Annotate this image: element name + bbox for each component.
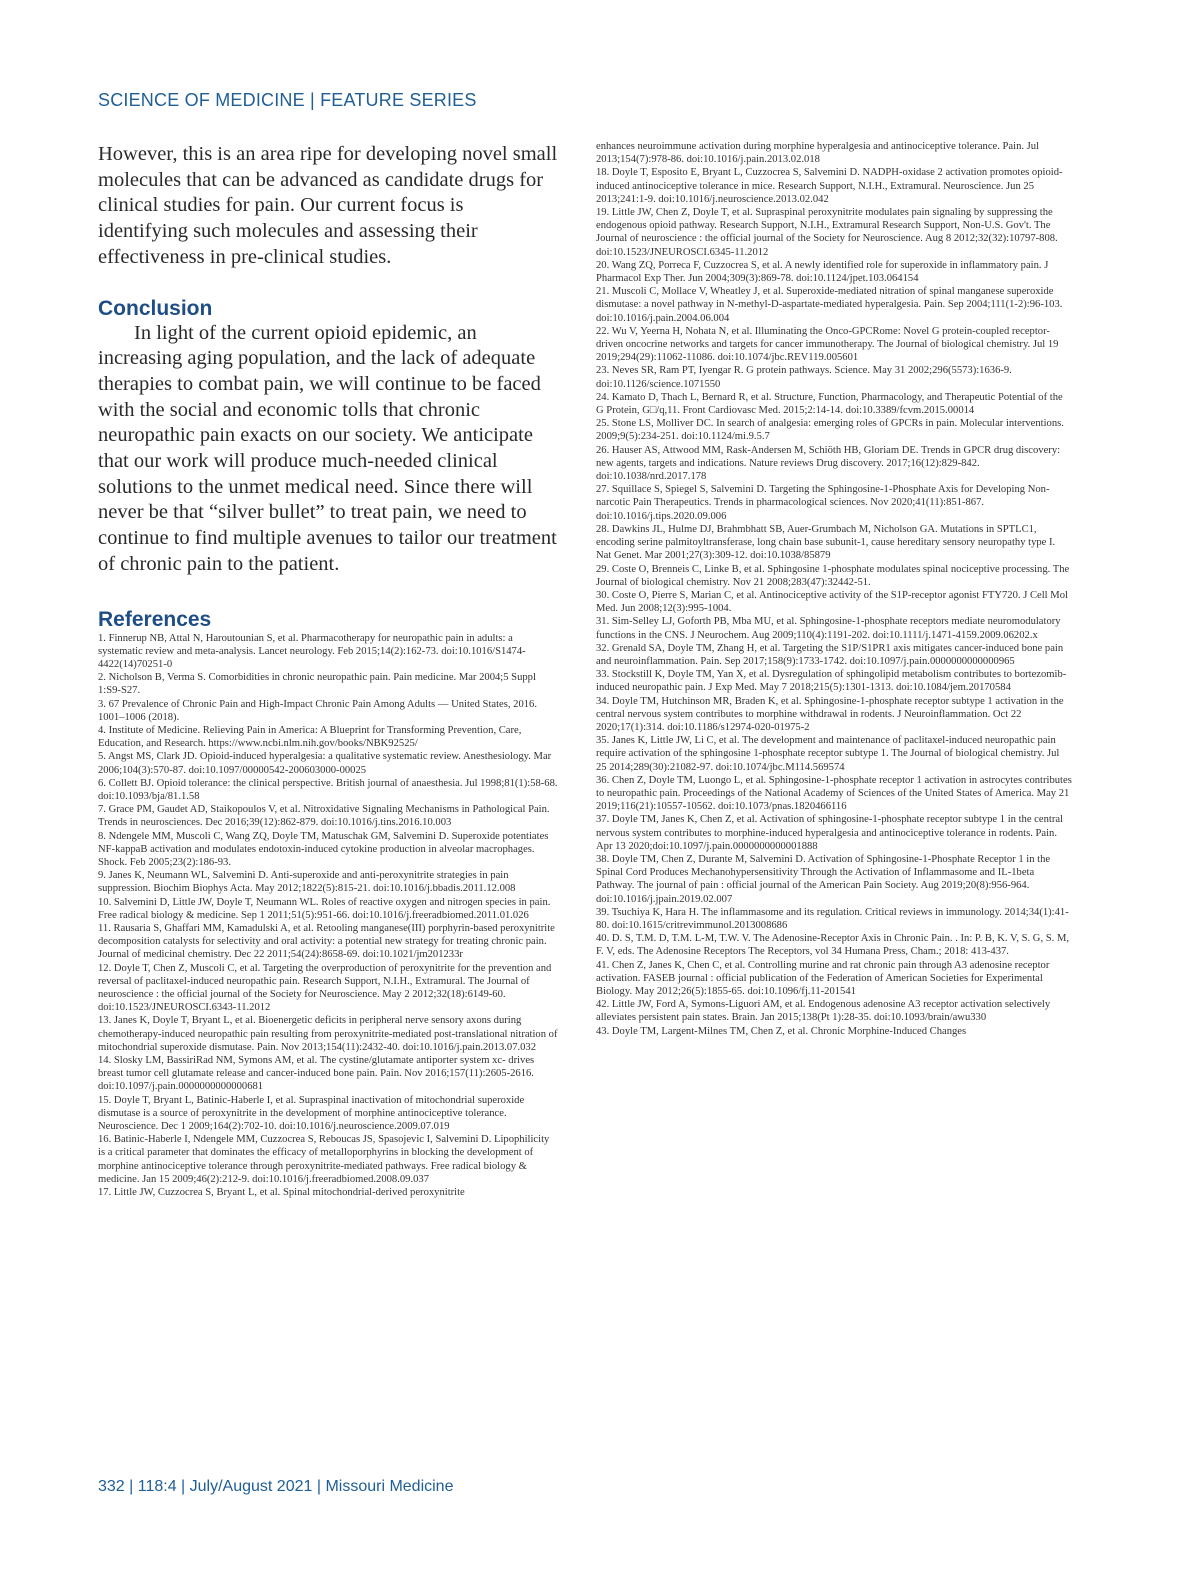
right-column	[596, 140, 1072, 1038]
reference-item: 43. Doyle TM, Largent-Milnes TM, Chen Z, et al. Chronic Morphine-Induced Changes	[596, 1025, 967, 1037]
intro-paragraph: However, this is an area ripe for developing novel small molecules that can be advanced as candidate drugs for clinical studies for pain. Our current focus is identifying such molecules and assessing their effectiveness in pre-clinical studies.	[98, 143, 558, 268]
reference-item: 7. Grace PM, Gaudet AD, Staikopoulos V, et al. Nitroxidative Signaling Mechanisms in Pathological Pain. Trends in neurosciences. Dec 2016;39(12):862-879. doi:10.1016/j.tins.2016.10.003	[98, 804, 550, 829]
reference-item: 35. Janes K, Little JW, Li C, et al. The development and maintenance of paclitaxel-induced neuropathic pain require activation of the sphingosine 1-phosphate receptor subtype 1. The Journal of biological chemistry. Jul 25 2014;289(30):21082-97. doi:10.1074/jbc.M114.569574	[596, 735, 1060, 773]
reference-item: 13. Janes K, Doyle T, Bryant L, et al. Bioenergetic deficits in peripheral nerve sensory axons during chemotherapy-induced neuropathic pain resulting from peroxynitrite-mediated post-translational nitration of mitochondrial superoxide dismutase. Pain. Nov 2013;154(11):2432-40. doi:10.1016/j.pain.2013.07.032	[98, 1015, 558, 1053]
reference-item: 39. Tsuchiya K, Hara H. The inflammasome and its regulation. Critical reviews in immunology. 2014;34(1):41-80. doi:10.1615/critrevimmunol.2013008686	[596, 906, 1069, 931]
reference-item: 32. Grenald SA, Doyle TM, Zhang H, et al. Targeting the S1P/S1PR1 axis mitigates cancer-induced bone pain and neuroinflammation. Pain. Sep 2017;158(9):1733-1742. doi:10.1097/j.pain.0000000000000965	[596, 642, 1064, 667]
reference-item: 12. Doyle T, Chen Z, Muscoli C, et al. Targeting the overproduction of peroxynitrite for the prevention and reversal of paclitaxel-induced neuropathic pain. Research Support, N.I.H., Extramural. The Journal of neuroscience : the official journal of the Society for Neuroscience. May 2 2012;32(18):6149-60. doi:10.1523/JNEUROSCI.6343-11.2012	[98, 962, 552, 1014]
reference-item: 18. Doyle T, Esposito E, Bryant L, Cuzzocrea S, Salvemini D. NADPH-oxidase 2 activation promotes opioid-induced antinociceptive tolerance in mice. Research Support, N.I.H., Extramural. Neuroscience. Jun 25 2013;241:1-9. doi:10.1016/j.neuroscience.2013.02.042	[596, 167, 1063, 205]
left-column	[98, 142, 558, 1199]
reference-item: 29. Coste O, Brenneis C, Linke B, et al. Sphingosine 1-phosphate modulates spinal nociceptive processing. The Journal of biological chemistry. Nov 21 2008;283(47):32442-51.	[596, 563, 1070, 588]
reference-item: 6. Collett BJ. Opioid tolerance: the clinical perspective. British journal of anaesthesia. Jul 1998;81(1):58-68. doi:10.1093/bja/81.1.58	[98, 777, 558, 802]
reference-item: 33. Stockstill K, Doyle TM, Yan X, et al. Dysregulation of sphingolipid metabolism contributes to bortezomib-induced neuropathic pain. J Exp Med. May 7 2018;215(5):1301-1313. doi:10.1084/jem.20170584	[596, 669, 1067, 694]
reference-item: 28. Dawkins JL, Hulme DJ, Brahmbhatt SB, Auer-Grumbach M, Nicholson GA. Mutations in SPTLC1, encoding serine palmitoyltransferase, long chain base subunit-1, cause hereditary sensory neuropathy type I. Nat Genet. Mar 2001;27(3):309-12. doi:10.1038/85879	[596, 523, 1056, 562]
running-head: SCIENCE OF MEDICINE | FEATURE SERIES	[98, 90, 477, 110]
reference-item: 4. Institute of Medicine. Relieving Pain in America: A Blueprint for Transforming Prevention, Care, Education, and Research. https://www.ncbi.nlm.nih.gov/books/NBK92525/	[98, 724, 522, 750]
page-footer: 332 | 118:4 | July/August 2021 | Missouri Medicine	[98, 1478, 454, 1495]
reference-item: 15. Doyle T, Bryant L, Batinic-Haberle I, et al. Supraspinal inactivation of mitochondrial superoxide dismutase is a source of peroxynitrite in the development of morphine antinociceptive tolerance. Neuroscience. Dec 1 2009;164(2):702-10. doi:10.1016/j.neuroscience.2009.07.019	[98, 1094, 525, 1133]
reference-item: 31. Sim-Selley LJ, Goforth PB, Mba MU, et al. Sphingosine-1-phosphate receptors mediate neuromodulatory functions in the CNS. J Neurochem. Aug 2009;110(4):1191-202. doi:10.1111/j.1471-4159.2009.06202.x	[596, 616, 1061, 641]
conclusion-heading: Conclusion	[98, 296, 213, 320]
reference-list-left	[98, 632, 558, 1200]
reference-item: 36. Chen Z, Doyle TM, Luongo L, et al. Sphingosine-1-phosphate receptor 1 activation in astrocytes contributes to neuropathic pain. Proceedings of the National Academy of Sciences of the United States of America. May 21 2019;116(21):10557-10562. doi:10.1073/pnas.1820466116	[596, 774, 1072, 813]
reference-item: 25. Stone LS, Molliver DC. In search of analgesia: emerging roles of GPCRs in pain. Molecular interventions. 2009;9(5):234-251. doi:10.1124/mi.9.5.7	[596, 418, 1064, 443]
reference-item: 34. Doyle TM, Hutchinson MR, Braden K, et al. Sphingosine-1-phosphate receptor subtype 1 activation in the central nervous system contributes to morphine withdrawal in rodents. J Neuroinflammation. Oct 22 2020;17(1):314. doi:10.1186/s12974-020-01975-2	[596, 695, 1064, 733]
reference-item: 17. Little JW, Cuzzocrea S, Bryant L, et al. Spinal mitochondrial-derived peroxynitrite	[98, 1187, 465, 1199]
reference-item: 27. Squillace S, Spiegel S, Salvemini D. Targeting the Sphingosine-1-Phosphate Axis for Developing Non-narcotic Pain Therapeutics. Trends in pharmacological sciences. Nov 2020;41(11):851-867. doi:10.1016/j.tips.2020.09.006	[596, 484, 1050, 522]
references-heading: References	[98, 607, 212, 631]
reference-item: 42. Little JW, Ford A, Symons-Liguori AM, et al. Endogenous adenosine A3 receptor activation selectively alleviates persistent pain states. Brain. Jan 2015;138(Pt 1):28-35. doi:10.1093/brain/awu330	[596, 999, 1051, 1024]
reference-item: 26. Hauser AS, Attwood MM, Rask-Andersen M, Schiöth HB, Gloriam DE. Trends in GPCR drug discovery: new agents, targets and indications. Nature reviews Drug discovery. 2017;16(12):829-842. doi:10.1038/nrd.2017.178	[596, 444, 1061, 483]
reference-item: 2. Nicholson B, Verma S. Comorbidities in chronic neuropathic pain. Pain medicine. Mar 2004;5 Suppl 1:S9-S27.	[98, 672, 536, 697]
reference-item: enhances neuroimmune activation during morphine hyperalgesia and antinociceptive tolerance. Pain. Jul 2013;154(7):978-86. doi:10.1016/j.pain.2013.02.018	[596, 141, 1040, 166]
reference-item: 10. Salvemini D, Little JW, Doyle T, Neumann WL. Roles of reactive oxygen and nitrogen species in pain. Free radical biology & medicine. Sep 1 2011;51(5):951-66. doi:10.1016/j.freeradbiomed.2011.01.026	[98, 896, 551, 921]
reference-item: 21. Muscoli C, Mollace V, Wheatley J, et al. Superoxide-mediated nitration of spinal manganese superoxide dismutase: a novel pathway in N-methyl-D-aspartate-mediated hyperalgesia. Pain. Sep 2004;111(1-2):96-103. doi:10.1016/j.pain.2004.06.004	[596, 286, 1063, 324]
reference-item: 22. Wu V, Yeerna H, Nohata N, et al. Illuminating the Onco-GPCRome: Novel G protein-coupled receptor-driven oncocrine networks and targets for cancer immunotherapy. The Journal of biological chemistry. Jul 19 2019;294(29):11062-11086. doi:10.1074/jbc.REV119.005601	[596, 325, 1059, 364]
reference-item: 20. Wang ZQ, Porreca F, Cuzzocrea S, et al. A newly identified role for superoxide in inflammatory pain. J Pharmacol Exp Ther. Jun 2004;309(3):869-78. doi:10.1124/jpet.103.064154	[596, 259, 1049, 285]
reference-item: 3. 67 Prevalence of Chronic Pain and High-Impact Chronic Pain Among Adults — United States, 2016. 1001–1006 (2018).	[98, 698, 537, 723]
reference-item: 1. Finnerup NB, Attal N, Haroutounian S, et al. Pharmacotherapy for neuropathic pain in adults: a systematic review and meta-analysis. Lancet neurology. Feb 2015;14(2):162-73. doi:10.1016/S1474-4422(14)70251-0	[98, 632, 526, 670]
reference-item: 9. Janes K, Neumann WL, Salvemini D. Anti-superoxide and anti-peroxynitrite strategies in pain suppression. Biochim Biophys Acta. May 2012;1822(5):815-21. doi:10.1016/j.bbadis.2011.12.008	[98, 870, 516, 895]
reference-item: 38. Doyle TM, Chen Z, Durante M, Salvemini D. Activation of Sphingosine-1-Phosphate Receptor 1 in the Spinal Cord Produces Mechanohypersensitivity Through the Activation of Inflammasome and IL-1beta Pathway. The journal of pain : official journal of the American Pain Society. Aug 2019;20(8):956-964. doi:10.1016/j.jpain.2019.02.007	[596, 853, 1051, 905]
reference-item: 19. Little JW, Chen Z, Doyle T, et al. Supraspinal peroxynitrite modulates pain signaling by suppressing the endogenous opioid pathway. Research Support, N.I.H., Extramural Research Support, Non-U.S. Gov't. The Journal of neuroscience : the official journal of the Society for Neuroscience. Aug 8 2012;32(32):10797-808. doi:10.1523/JNEUROSCI.6345-11.2012	[596, 207, 1058, 258]
reference-item: 24. Kamato D, Thach L, Bernard R, et al. Structure, Function, Pharmacology, and Therapeutic Potential of the G Protein, G□/q,11. Front Cardiovasc Med. 2015;2:14-14. doi:10.3389/fcvm.2015.00014	[596, 391, 1063, 417]
reference-item: 23. Neves SR, Ram PT, Iyengar R. G protein pathways. Science. May 31 2002;296(5573):1636-9. doi:10.1126/science.1071550	[596, 365, 1012, 390]
reference-item: 14. Slosky LM, BassiriRad NM, Symons AM, et al. The cystine/glutamate antiporter system xc- drives breast tumor cell glutamate release and cancer-induced bone pain. Pain. Nov 2016;157(11):2605-2616. doi:10.1097/j.pain.0000000000000681	[98, 1055, 535, 1093]
reference-item: 41. Chen Z, Janes K, Chen C, et al. Controlling murine and rat chronic pain through A3 adenosine receptor activation. FASEB journal : official publication of the Federation of American Societies for Experimental Biology. May 2012;26(5):1855-65. doi:10.1096/fj.11-201541	[596, 959, 1050, 997]
reference-list-right	[596, 140, 1072, 1038]
reference-item: 40. D. S, T.M. D, T.M. L-M, T.W. V. The Adenosine-Receptor Axis in Chronic Pain. . In: P. B, K. V, S. G, S. M, F. V, eds. The Adenosine Receptors The Receptors, vol 34 Humana Press, Cham.; 2018: 413-437.	[596, 933, 1070, 958]
reference-item: 30. Coste O, Pierre S, Marian C, et al. Antinociceptive activity of the S1P-receptor agonist FTY720. J Cell Mol Med. Jun 2008;12(3):995-1004.	[596, 589, 1068, 615]
reference-item: 11. Rausaria S, Ghaffari MM, Kamadulski A, et al. Retooling manganese(III) porphyrin-based peroxynitrite decomposition catalysts for selectivity and oral activity: a potential new strategy for treating chronic pain. Journal of medicinal chemistry. Dec 22 2011;54(24):8658-69. doi:10.1021/jm201233r	[98, 923, 555, 961]
reference-item: 37. Doyle TM, Janes K, Chen Z, et al. Activation of sphingosine-1-phosphate receptor subtype 1 in the central nervous system contributes to morphine-induced hyperalgesia and antinociceptive tolerance in rodents. Pain. Apr 13 2020;doi:10.1097/j.pain.0000000000001888	[596, 814, 1063, 852]
reference-item: 16. Batinic-Haberle I, Ndengele MM, Cuzzocrea S, Reboucas JS, Spasojevic I, Salvemini D. Lipophilicity is a critical parameter that dominates the efficacy of metalloporphyrins in blocking the development of morphine antinociceptive tolerance through peroxynitrite-mediated pathways. Free radical biology & medicine. Jan 15 2009;46(2):212-9. doi:10.1016/j.freeradbiomed.2008.09.037	[98, 1134, 550, 1185]
conclusion-paragraph: In light of the current opioid epidemic, an increasing aging population, and the lack of adequate therapies to combat pain, we will continue to be faced with the social and economic tolls that chronic neuropathic pain exacts on our society. We anticipate that our work will produce much-needed clinical solutions to the unmet medical need. Since there will never be that “silver bullet” to treat pain, we need to continue to find multiple avenues to tailor our treatment of chronic pain to the patient.	[98, 321, 557, 575]
reference-item: 8. Ndengele MM, Muscoli C, Wang ZQ, Doyle TM, Matuschak GM, Salvemini D. Superoxide potentiates NF-kappaB activation and modulates endotoxin-induced cytokine production in alveolar macrophages. Shock. Feb 2005;23(2):186-93.	[98, 830, 549, 868]
reference-item: 5. Angst MS, Clark JD. Opioid-induced hyperalgesia: a qualitative systematic review. Anesthesiology. Mar 2006;104(3):570-87. doi:10.1097/00000542-200603000-00025	[98, 751, 552, 776]
